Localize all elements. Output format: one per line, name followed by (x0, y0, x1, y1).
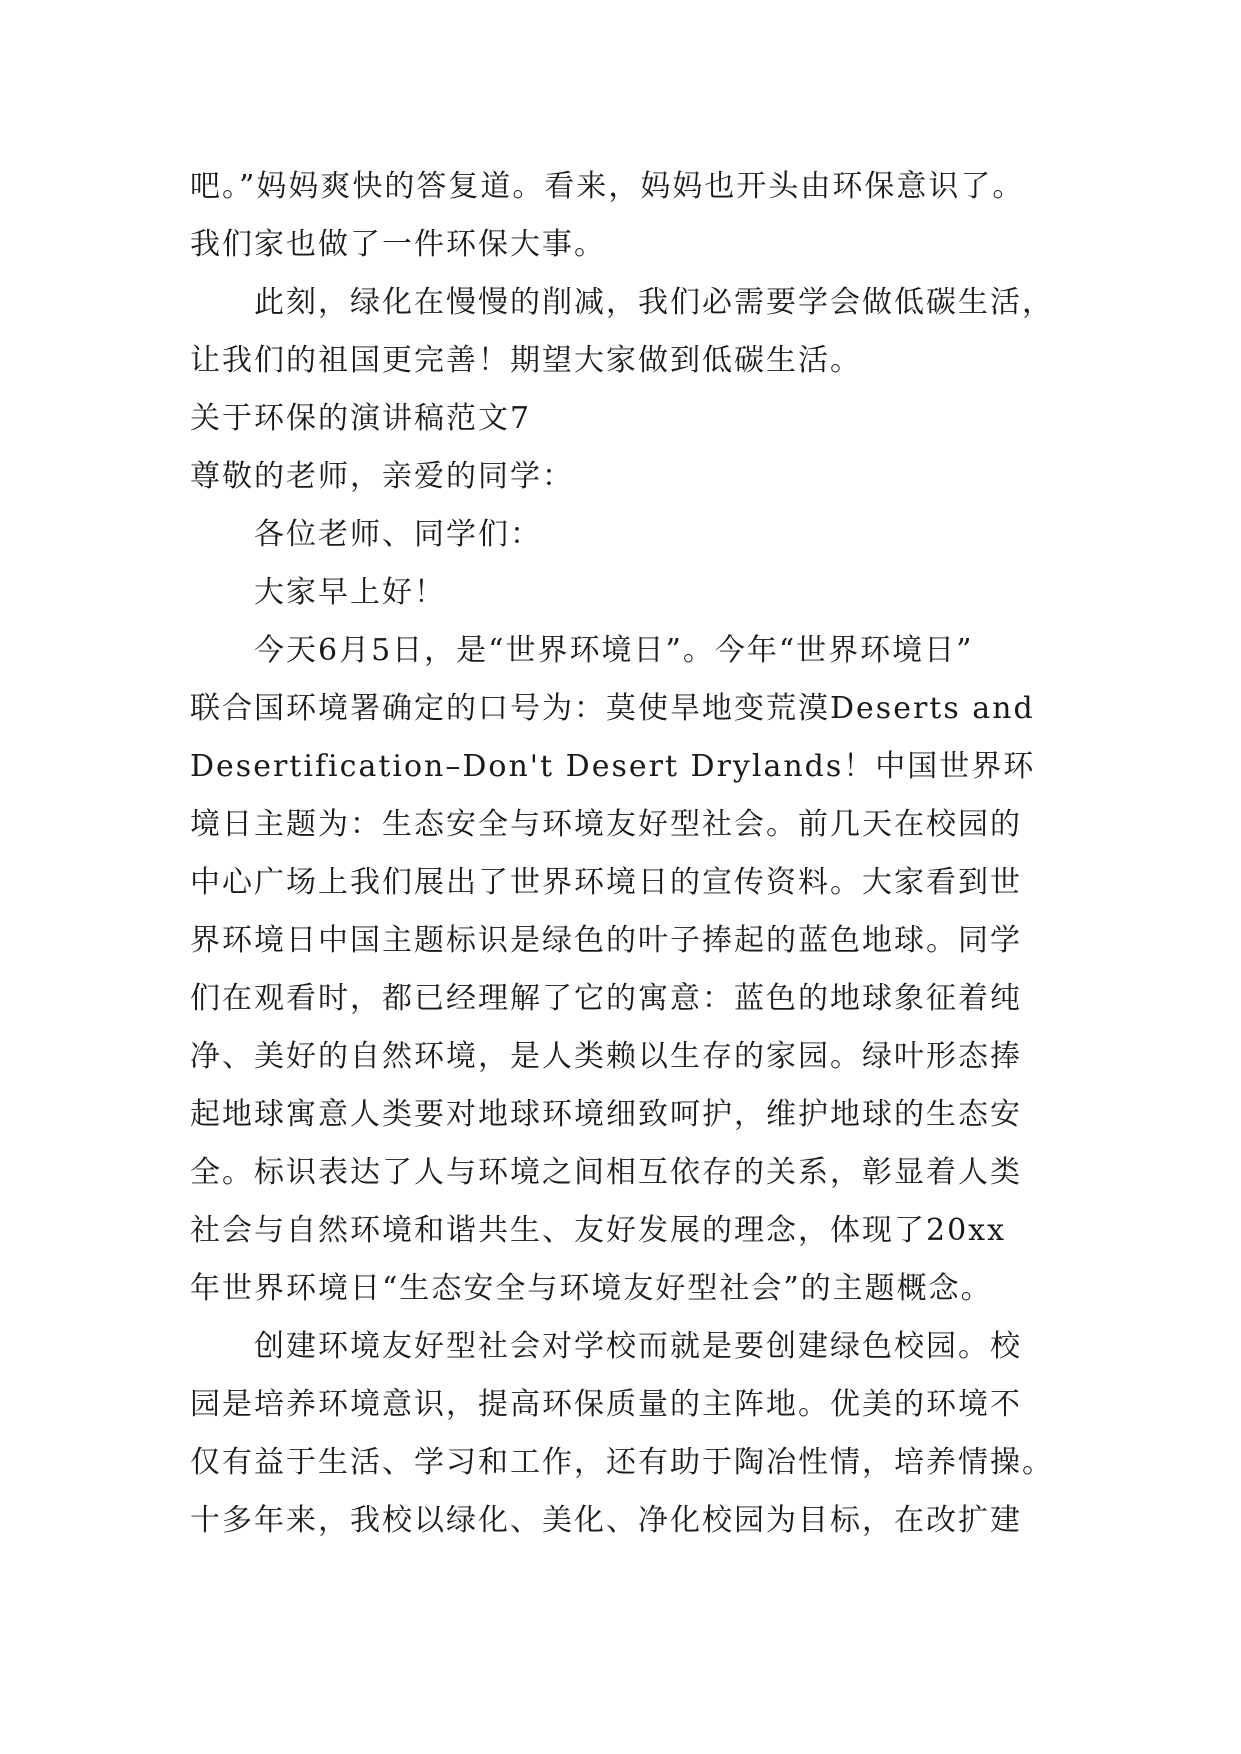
text-line: 境日主题为：生态安全与环境友好型社会。前几天在校园的 (190, 807, 1022, 842)
text-line: 今天6月5日，是“世界环境日”。今年“世界环境日” (254, 633, 974, 668)
text-line: 中心广场上我们展出了世界环境日的宣传资料。大家看到世 (190, 865, 1022, 900)
text-line: 大家早上好！ (254, 575, 446, 610)
document-body (190, 158, 1070, 1550)
text-line: 各位老师、同学们： (254, 517, 542, 552)
text-line: 仅有益于生活、学习和工作，还有助于陶冶性情，培养情操。 (190, 1445, 1054, 1480)
text-line: 让我们的祖国更完善！期望大家做到低碳生活。 (190, 343, 862, 378)
text-line: 此刻，绿化在慢慢的削减，我们必需要学会做低碳生活， (254, 285, 1054, 320)
text-line: 关于环保的演讲稿范文7 (190, 401, 532, 436)
text-line: 尊敬的老师，亲爱的同学： (190, 459, 574, 494)
text-line: 联合国环境署确定的口号为：莫使旱地变荒漠Deserts and (190, 691, 1035, 726)
text-line: 十多年来，我校以绿化、美化、净化校园为目标，在改扩建 (190, 1503, 1022, 1538)
text-line: Desertification–Don't Desert Drylands！中国世界环 (190, 749, 1036, 784)
text-line: 创建环境友好型社会对学校而就是要创建绿色校园。校 (254, 1329, 1022, 1364)
text-line: 我们家也做了一件环保大事。 (190, 227, 606, 262)
text-line: 起地球寓意人类要对地球环境细致呵护，维护地球的生态安 (190, 1097, 1022, 1132)
text-line: 园是培养环境意识，提高环保质量的主阵地。优美的环境不 (190, 1387, 1022, 1422)
text-line: 吧。”妈妈爽快的答复道。看来，妈妈也开头由环保意识了。 (190, 169, 1025, 204)
text-line: 全。标识表达了人与环境之间相互依存的关系，彰显着人类 (190, 1155, 1022, 1190)
text-line: 们在观看时，都已经理解了它的寓意：蓝色的地球象征着纯 (190, 981, 1022, 1016)
text-line: 净、美好的自然环境，是人类赖以生存的家园。绿叶形态捧 (190, 1039, 1022, 1074)
text-line: 年世界环境日“生态安全与环境友好型社会”的主题概念。 (190, 1271, 993, 1306)
text-line: 界环境日中国主题标识是绿色的叶子捧起的蓝色地球。同学 (190, 923, 1022, 958)
text-line: 社会与自然环境和谐共生、友好发展的理念，体现了20xx (190, 1213, 1007, 1248)
